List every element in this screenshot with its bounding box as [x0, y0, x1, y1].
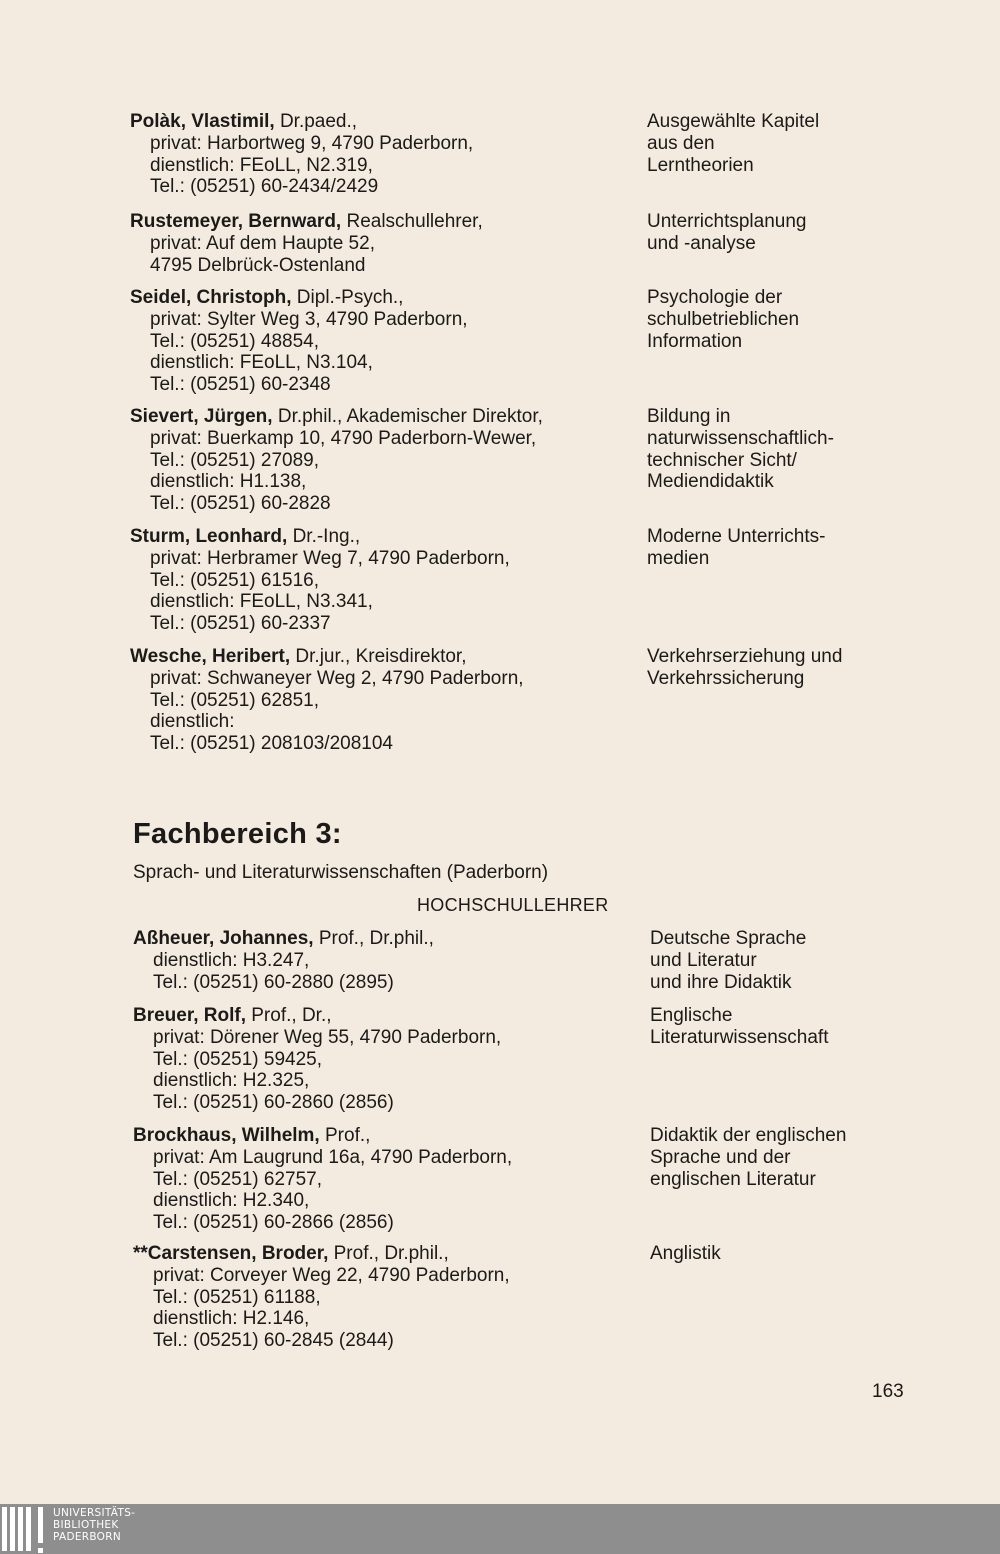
subject-line: und Literatur [650, 949, 757, 971]
entry-detail: Tel.: (05251) 60-2828 [150, 493, 331, 515]
library-name-line: BIBLIOTHEK [53, 1519, 119, 1531]
library-name-line: PADERBORN [53, 1531, 121, 1543]
entry-name-line [133, 1125, 512, 1147]
person-entry-sievert [130, 406, 543, 515]
entry-detail: Tel.: (05251) 60-2337 [150, 613, 331, 635]
entry-name-line [130, 526, 510, 548]
entry-name-line [133, 1243, 510, 1265]
subject-line: Didaktik der englischen [650, 1125, 847, 1146]
entry-detail: Tel.: (05251) 60-2348 [150, 374, 331, 396]
subject-line: schulbetrieblichen [647, 308, 800, 330]
entry-detail: dienstlich: FEoLL, N2.319, [150, 154, 373, 176]
entry-name-line [130, 287, 468, 309]
subject-line: technischer Sicht/ [647, 449, 797, 471]
entry-detail: Tel.: (05251) 60-2860 (2856) [153, 1092, 394, 1114]
entry-subject [647, 211, 806, 255]
entry-title: Prof., [319, 1125, 371, 1146]
entry-detail: dienstlich: H3.247, [153, 949, 310, 971]
entry-detail: privat: Auf dem Haupte 52, [150, 232, 375, 254]
subject-line: Psychologie der [647, 287, 783, 308]
entry-subject [650, 928, 806, 993]
person-entry-rustemeyer [130, 211, 483, 276]
entry-detail: Tel.: (05251) 60-2434/2429 [150, 176, 379, 198]
subject-line: Mediendidaktik [647, 471, 774, 493]
entry-subject [647, 526, 825, 570]
entry-title: Dr.paed., [274, 111, 358, 132]
section-heading: HOCHSCHULLEHRER [417, 895, 609, 915]
entry-title: Realschullehrer, [341, 211, 483, 232]
entry-detail: privat: Dörener Weg 55, 4790 Paderborn, [153, 1026, 502, 1048]
entry-detail: Tel.: (05251) 27089, [150, 449, 320, 471]
entry-title: Prof., Dr.phil., [328, 1243, 449, 1264]
section-title: Fachbereich 3: [133, 818, 342, 850]
subject-line: und ihre Didaktik [650, 971, 792, 993]
entry-detail: Tel.: (05251) 62757, [153, 1168, 323, 1190]
subject-line: naturwissenschaftlich- [647, 427, 834, 449]
subject-line: Verkehrssicherung [647, 667, 805, 689]
subject-line: und -analyse [647, 232, 756, 254]
entry-detail: Tel.: (05251) 60-2880 (2895) [153, 971, 394, 993]
entry-detail: 4795 Delbrück-Ostenland [150, 254, 366, 276]
entry-detail: dienstlich: H2.340, [153, 1190, 310, 1212]
entry-detail: Tel.: (05251) 208103/208104 [150, 733, 393, 755]
subject-line: Information [647, 330, 743, 352]
entry-detail: dienstlich: H2.325, [153, 1070, 310, 1092]
entry-detail: Tel.: (05251) 60-2866 (2856) [153, 1212, 394, 1234]
subject-line: Sprache und der [650, 1146, 791, 1168]
subject-line: medien [647, 547, 710, 569]
entry-detail: dienstlich: H1.138, [150, 471, 307, 493]
entry-title: Prof., Dr.phil., [313, 928, 434, 949]
entry-name-line [130, 111, 473, 133]
subject-line: Deutsche Sprache [650, 928, 807, 949]
library-name [53, 1507, 135, 1543]
entry-name-line [130, 211, 483, 233]
person-entry-brockhaus [133, 1125, 512, 1234]
entry-detail: dienstlich: H2.146, [153, 1308, 310, 1330]
library-logo-icon [0, 1507, 48, 1551]
entry-detail: privat: Buerkamp 10, 4790 Paderborn-Wewer, [150, 427, 537, 449]
entry-name: Sturm, Leonhard, [130, 526, 288, 547]
entry-subject [647, 646, 842, 690]
subject-line: Unterrichtsplanung [647, 211, 807, 232]
entry-detail: privat: Sylter Weg 3, 4790 Paderborn, [150, 308, 468, 330]
entry-name: Breuer, Rolf, [133, 1005, 246, 1026]
entry-detail: dienstlich: [150, 711, 235, 733]
entry-detail: Tel.: (05251) 61516, [150, 569, 320, 591]
entry-name-line [133, 928, 434, 950]
person-entry-seidel [130, 287, 468, 396]
page-number: 163 [872, 1381, 904, 1402]
entry-detail: privat: Harbortweg 9, 4790 Paderborn, [150, 132, 474, 154]
person-entry-sturm [130, 526, 510, 635]
entry-detail: privat: Am Laugrund 16a, 4790 Paderborn, [153, 1146, 513, 1168]
entry-subject [650, 1125, 846, 1190]
person-entry-carstensen [133, 1243, 510, 1352]
person-entry-assheuer [133, 928, 434, 993]
entry-detail: Tel.: (05251) 59425, [153, 1048, 323, 1070]
section-subtitle: Sprach- und Literaturwissenschaften (Paderborn) [133, 862, 549, 883]
subject-line: englischen Literatur [650, 1168, 816, 1190]
entry-title: Dr.-Ing., [287, 526, 361, 547]
subject-line: Englische [650, 1005, 733, 1026]
entry-detail: privat: Corveyer Weg 22, 4790 Paderborn, [153, 1264, 510, 1286]
entry-name: Brockhaus, Wilhelm, [133, 1125, 320, 1146]
entry-name: Wesche, Heribert, [130, 646, 291, 667]
entry-detail: Tel.: (05251) 60-2845 (2844) [153, 1330, 394, 1352]
entry-detail: Tel.: (05251) 61188, [153, 1286, 321, 1308]
entry-subject [647, 287, 799, 352]
entry-detail: Tel.: (05251) 48854, [150, 330, 320, 352]
entry-name-line [130, 646, 524, 668]
subject-line: Anglistik [650, 1243, 721, 1264]
entry-title: Dipl.-Psych., [291, 287, 404, 308]
library-logo-dot [38, 1548, 43, 1553]
subject-line: Bildung in [647, 406, 731, 427]
entry-detail: privat: Schwaneyer Weg 2, 4790 Paderborn, [150, 667, 524, 689]
entry-name-line [130, 406, 543, 428]
entry-detail: dienstlich: FEoLL, N3.341, [150, 591, 373, 613]
entry-subject [650, 1243, 721, 1265]
subject-line: Lerntheorien [647, 154, 754, 176]
entry-title: Dr.phil., Akademischer Direktor, [272, 406, 543, 427]
entry-name: **Carstensen, Broder, [133, 1243, 329, 1264]
subject-line: Moderne Unterrichts- [647, 526, 826, 547]
entry-name: Rustemeyer, Bernward, [130, 211, 342, 232]
entry-detail: Tel.: (05251) 62851, [150, 689, 320, 711]
entry-name: Sievert, Jürgen, [130, 406, 273, 427]
person-entry-wesche [130, 646, 524, 755]
person-entry-breuer [133, 1005, 501, 1114]
entry-name: Polàk, Vlastimil, [130, 111, 275, 132]
entry-title: Dr.jur., Kreisdirektor, [290, 646, 467, 667]
entry-subject [647, 111, 819, 176]
library-footer-bar [0, 1504, 1000, 1554]
subject-line: Verkehrserziehung und [647, 646, 843, 667]
entry-name-line [133, 1005, 501, 1027]
entry-detail: dienstlich: FEoLL, N3.104, [150, 352, 373, 374]
entry-subject [650, 1005, 828, 1049]
entry-subject [647, 406, 834, 493]
entry-detail: privat: Herbramer Weg 7, 4790 Paderborn, [150, 547, 510, 569]
entry-title: Prof., Dr., [245, 1005, 332, 1026]
library-name-line: UNIVERSITÄTS- [53, 1507, 136, 1519]
subject-line: Literaturwissenschaft [650, 1026, 829, 1048]
person-entry-polak [130, 111, 473, 198]
entry-name: Seidel, Christoph, [130, 287, 292, 308]
entry-name: Aßheuer, Johannes, [133, 928, 314, 949]
subject-line: Ausgewählte Kapitel [647, 111, 820, 132]
subject-line: aus den [647, 132, 715, 154]
